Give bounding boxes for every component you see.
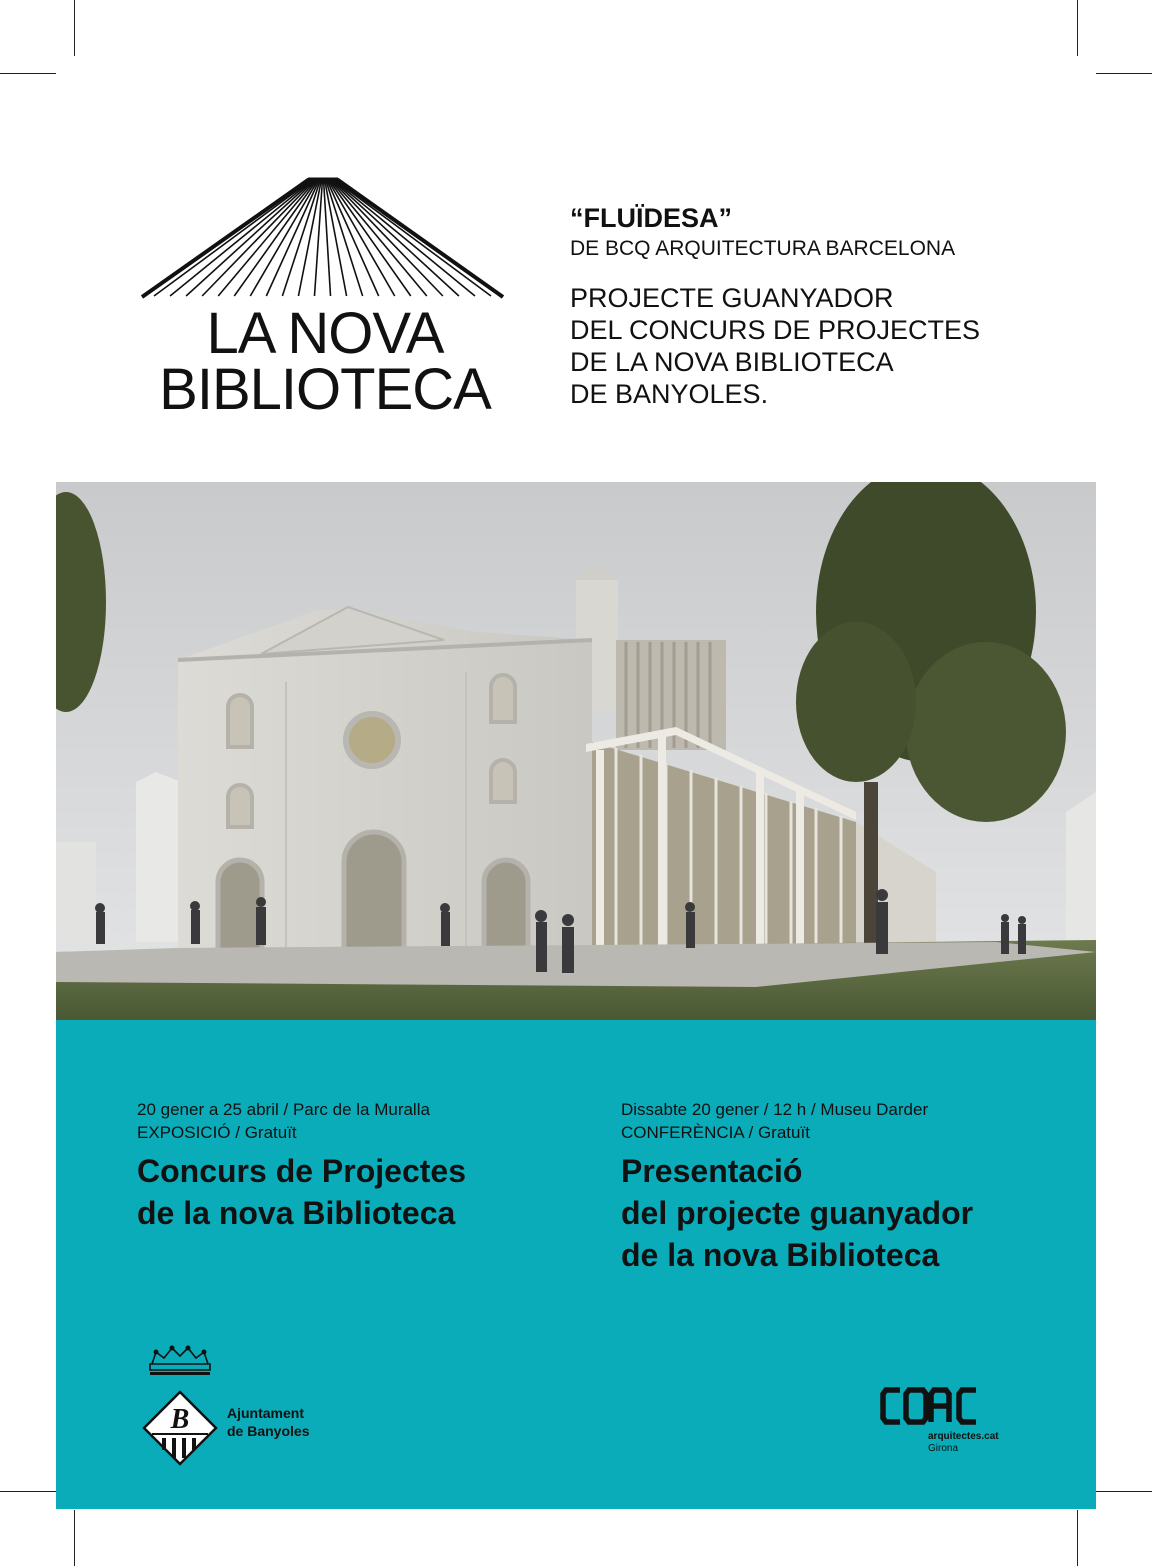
crop-mark bbox=[1077, 0, 1078, 56]
library-rendering-image bbox=[56, 482, 1096, 1020]
crop-mark bbox=[0, 1491, 56, 1492]
event-title-line: de la nova Biblioteca bbox=[137, 1195, 456, 1231]
coac-logo-icon bbox=[880, 1386, 980, 1426]
ajuntament-line: de Banyoles bbox=[227, 1423, 310, 1439]
coac-caption bbox=[928, 1431, 999, 1455]
intro-block bbox=[570, 202, 1090, 410]
event-exhibition bbox=[137, 1098, 466, 1234]
event-type: EXPOSICIÓ / Gratuït bbox=[137, 1123, 297, 1142]
event-conference bbox=[621, 1098, 973, 1276]
book-roof-icon bbox=[140, 176, 505, 301]
crop-mark bbox=[74, 0, 75, 56]
logo-title-line: BIBLIOTECA bbox=[159, 357, 491, 422]
event-title-line: Concurs de Projectes bbox=[137, 1153, 466, 1189]
winner-line: DE LA NOVA BIBLIOTECA bbox=[570, 347, 894, 377]
crop-mark bbox=[74, 1510, 75, 1566]
event-title-line: del projecte guanyador bbox=[621, 1195, 974, 1231]
event-date-place: Dissabte 20 gener / 12 h / Museu Darder bbox=[621, 1100, 929, 1119]
svg-text:B: B bbox=[170, 1404, 190, 1435]
winner-line: DEL CONCURS DE PROJECTES bbox=[570, 315, 981, 345]
ajuntament-line: Ajuntament bbox=[227, 1405, 304, 1421]
event-title-line: de la nova Biblioteca bbox=[621, 1237, 940, 1273]
event-title-line: Presentació bbox=[621, 1153, 803, 1189]
crop-mark bbox=[1096, 1491, 1152, 1492]
logo-title bbox=[140, 301, 510, 422]
event-title bbox=[621, 1150, 973, 1276]
crop-mark bbox=[0, 73, 56, 74]
event-date-place: 20 gener a 25 abril / Parc de la Muralla bbox=[137, 1100, 430, 1119]
coac-site: arquitectes.cat bbox=[928, 1431, 999, 1442]
ajuntament-name bbox=[227, 1404, 309, 1440]
coac-city: Girona bbox=[928, 1443, 959, 1454]
winner-line: DE BANYOLES. bbox=[570, 379, 769, 409]
crop-mark bbox=[1096, 73, 1152, 74]
architect-name: DE BCQ ARQUITECTURA BARCELONA bbox=[570, 237, 956, 260]
project-name: “FLUÏDESA” bbox=[570, 203, 732, 233]
banyoles-crest-icon bbox=[140, 1344, 220, 1466]
winner-line: PROJECTE GUANYADOR bbox=[570, 283, 894, 313]
crop-mark bbox=[1077, 1510, 1078, 1566]
event-type: CONFERÈNCIA / Gratuït bbox=[621, 1123, 810, 1142]
winner-statement bbox=[570, 282, 1090, 410]
logo-title-line: LA NOVA bbox=[206, 301, 444, 366]
event-title bbox=[137, 1150, 466, 1234]
